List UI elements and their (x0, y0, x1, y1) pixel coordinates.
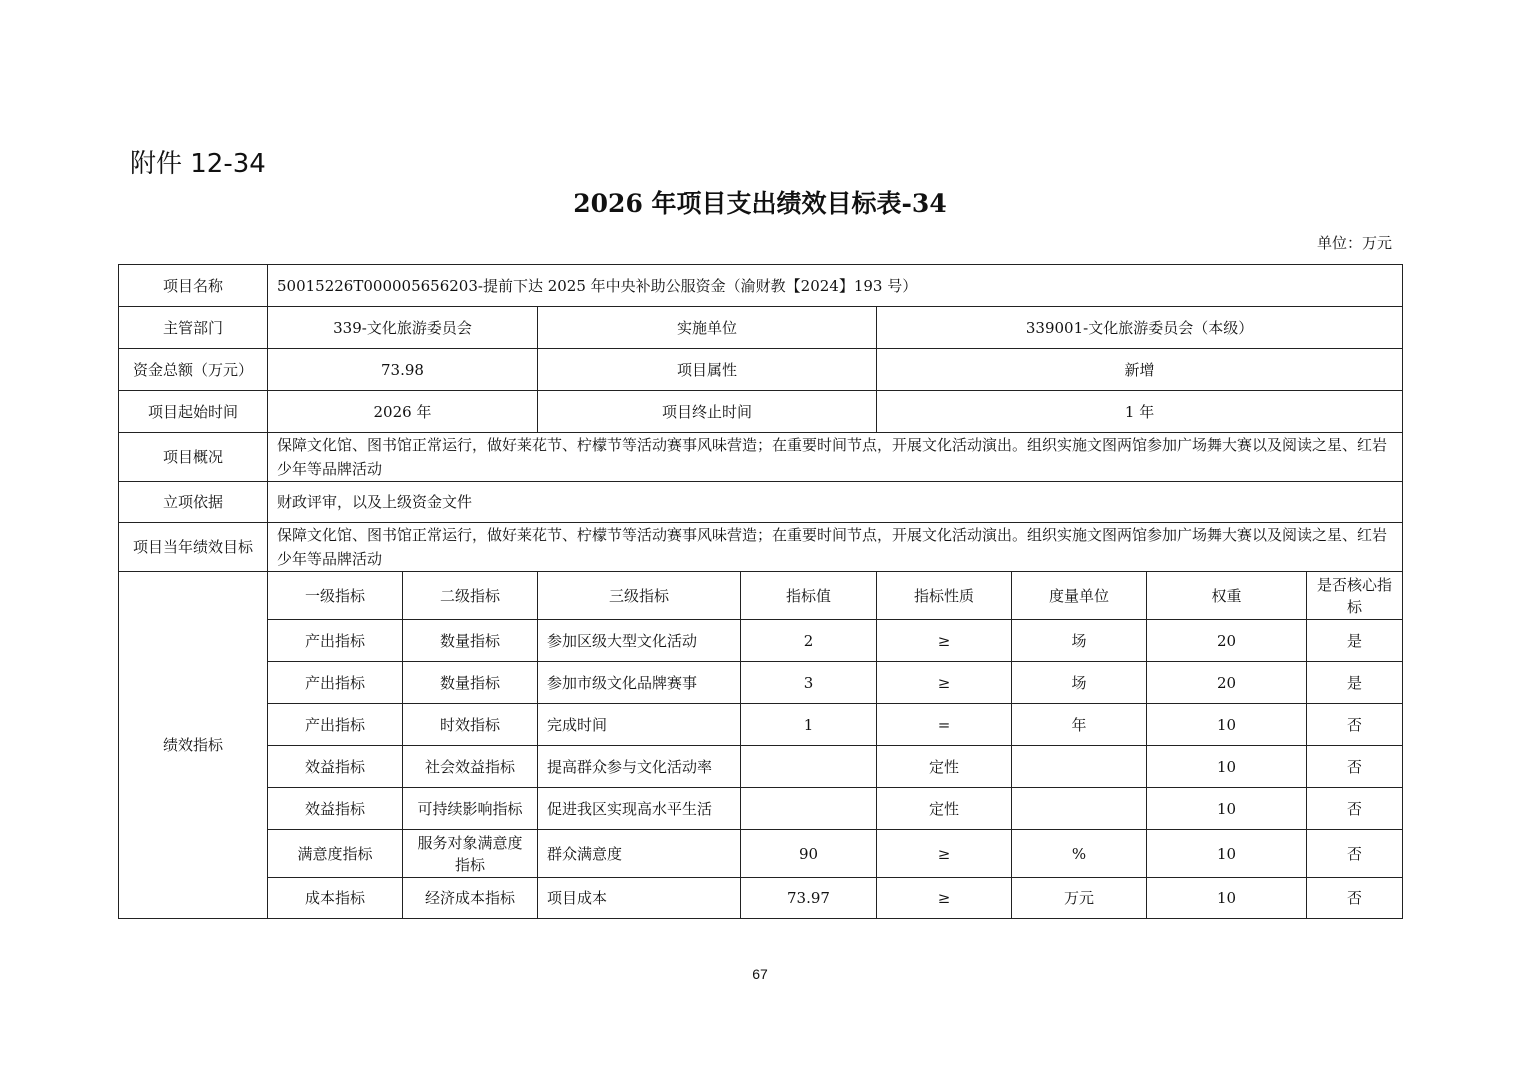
cell-core: 否 (1307, 830, 1403, 878)
label-project-attribute: 项目属性 (538, 349, 877, 391)
indicator-row (119, 746, 1403, 788)
value-fund-total: 73.98 (268, 349, 538, 391)
cell-level3: 群众满意度 (538, 830, 741, 878)
unit-label: 单位：万元 (1316, 234, 1392, 252)
cell-nature: 定性 (877, 746, 1012, 788)
value-end-time: 1 年 (877, 391, 1403, 433)
header-weight: 权重 (1147, 572, 1307, 620)
cell-nature: = (877, 704, 1012, 746)
row-department (119, 307, 1403, 349)
row-basis (119, 482, 1403, 523)
cell-level3: 促进我区实现高水平生活 (538, 788, 741, 830)
page-number: 67 (752, 966, 768, 982)
indicator-row (119, 620, 1403, 662)
cell-weight: 10 (1147, 878, 1307, 919)
cell-weight: 20 (1147, 620, 1307, 662)
cell-core: 否 (1307, 704, 1403, 746)
cell-level2: 数量指标 (403, 662, 538, 704)
value-goal: 保障文化馆、图书馆正常运行，做好莱花节、柠檬节等活动赛事风味营造；在重要时间节点，开展文化活动演出。组织实施文图两馆参加广场舞大赛以及阅读之星、红岩少年等品牌活动 (268, 523, 1403, 572)
label-start-time: 项目起始时间 (119, 391, 268, 433)
cell-level1: 产出指标 (268, 620, 403, 662)
cell-level3: 项目成本 (538, 878, 741, 919)
indicator-header-row (119, 572, 1403, 620)
header-core: 是否核心指标 (1307, 572, 1403, 620)
cell-core: 否 (1307, 788, 1403, 830)
label-fund-total: 资金总额（万元） (119, 349, 268, 391)
value-basis: 财政评审，以及上级资金文件 (268, 482, 1403, 523)
cell-core: 否 (1307, 878, 1403, 919)
header-level1: 一级指标 (268, 572, 403, 620)
header-level3: 三级指标 (538, 572, 741, 620)
cell-value: 90 (741, 830, 877, 878)
value-project-name: 50015226T000005656203-提前下达 2025 年中央补助公服资金（渝财教【2024】193 号） (268, 265, 1403, 307)
cell-unit (1012, 746, 1147, 788)
label-implementing-unit: 实施单位 (538, 307, 877, 349)
cell-level1: 产出指标 (268, 662, 403, 704)
cell-value: 2 (741, 620, 877, 662)
cell-nature: ≥ (877, 830, 1012, 878)
cell-nature: ≥ (877, 662, 1012, 704)
cell-level3: 参加区级大型文化活动 (538, 620, 741, 662)
indicator-row (119, 830, 1403, 878)
cell-level3: 参加市级文化品牌赛事 (538, 662, 741, 704)
label-indicators: 绩效指标 (119, 572, 268, 919)
label-overview: 项目概况 (119, 433, 268, 482)
cell-unit: 场 (1012, 620, 1147, 662)
cell-nature: ≥ (877, 620, 1012, 662)
indicator-row (119, 878, 1403, 919)
cell-nature: 定性 (877, 788, 1012, 830)
cell-value (741, 746, 877, 788)
cell-level2: 社会效益指标 (403, 746, 538, 788)
attachment-label: 附件 12-34 (130, 149, 266, 179)
cell-weight: 10 (1147, 704, 1307, 746)
cell-level2: 数量指标 (403, 620, 538, 662)
cell-core: 是 (1307, 620, 1403, 662)
cell-unit: 年 (1012, 704, 1147, 746)
label-department: 主管部门 (119, 307, 268, 349)
cell-core: 是 (1307, 662, 1403, 704)
cell-level3: 提高群众参与文化活动率 (538, 746, 741, 788)
label-basis: 立项依据 (119, 482, 268, 523)
indicator-row (119, 704, 1403, 746)
cell-unit: 场 (1012, 662, 1147, 704)
cell-level3: 完成时间 (538, 704, 741, 746)
label-end-time: 项目终止时间 (538, 391, 877, 433)
value-department: 339-文化旅游委员会 (268, 307, 538, 349)
indicator-row (119, 662, 1403, 704)
value-project-attribute: 新增 (877, 349, 1403, 391)
cell-level1: 成本指标 (268, 878, 403, 919)
header-level2: 二级指标 (403, 572, 538, 620)
row-overview (119, 433, 1403, 482)
value-overview: 保障文化馆、图书馆正常运行，做好莱花节、柠檬节等活动赛事风味营造；在重要时间节点，开展文化活动演出。组织实施文图两馆参加广场舞大赛以及阅读之星、红岩少年等品牌活动 (268, 433, 1403, 482)
cell-weight: 10 (1147, 746, 1307, 788)
row-fund (119, 349, 1403, 391)
cell-unit: % (1012, 830, 1147, 878)
row-time (119, 391, 1403, 433)
cell-core: 否 (1307, 746, 1403, 788)
cell-level2: 服务对象满意度指标 (403, 830, 538, 878)
cell-level2: 经济成本指标 (403, 878, 538, 919)
cell-level1: 效益指标 (268, 746, 403, 788)
header-nature: 指标性质 (877, 572, 1012, 620)
page-title: 2026 年项目支出绩效目标表-34 (573, 189, 947, 218)
label-goal: 项目当年绩效目标 (119, 523, 268, 572)
header-value: 指标值 (741, 572, 877, 620)
performance-table (118, 264, 1403, 919)
cell-level1: 效益指标 (268, 788, 403, 830)
cell-value: 3 (741, 662, 877, 704)
cell-value (741, 788, 877, 830)
row-goal (119, 523, 1403, 572)
cell-value: 1 (741, 704, 877, 746)
cell-unit (1012, 788, 1147, 830)
cell-weight: 10 (1147, 788, 1307, 830)
value-implementing-unit: 339001-文化旅游委员会（本级） (877, 307, 1403, 349)
cell-level2: 时效指标 (403, 704, 538, 746)
cell-nature: ≥ (877, 878, 1012, 919)
cell-level1: 产出指标 (268, 704, 403, 746)
indicator-row (119, 788, 1403, 830)
cell-level2: 可持续影响指标 (403, 788, 538, 830)
label-project-name: 项目名称 (119, 265, 268, 307)
cell-weight: 10 (1147, 830, 1307, 878)
cell-level1: 满意度指标 (268, 830, 403, 878)
cell-unit: 万元 (1012, 878, 1147, 919)
row-project-name (119, 265, 1403, 307)
header-unit: 度量单位 (1012, 572, 1147, 620)
value-start-time: 2026 年 (268, 391, 538, 433)
cell-value: 73.97 (741, 878, 877, 919)
cell-weight: 20 (1147, 662, 1307, 704)
